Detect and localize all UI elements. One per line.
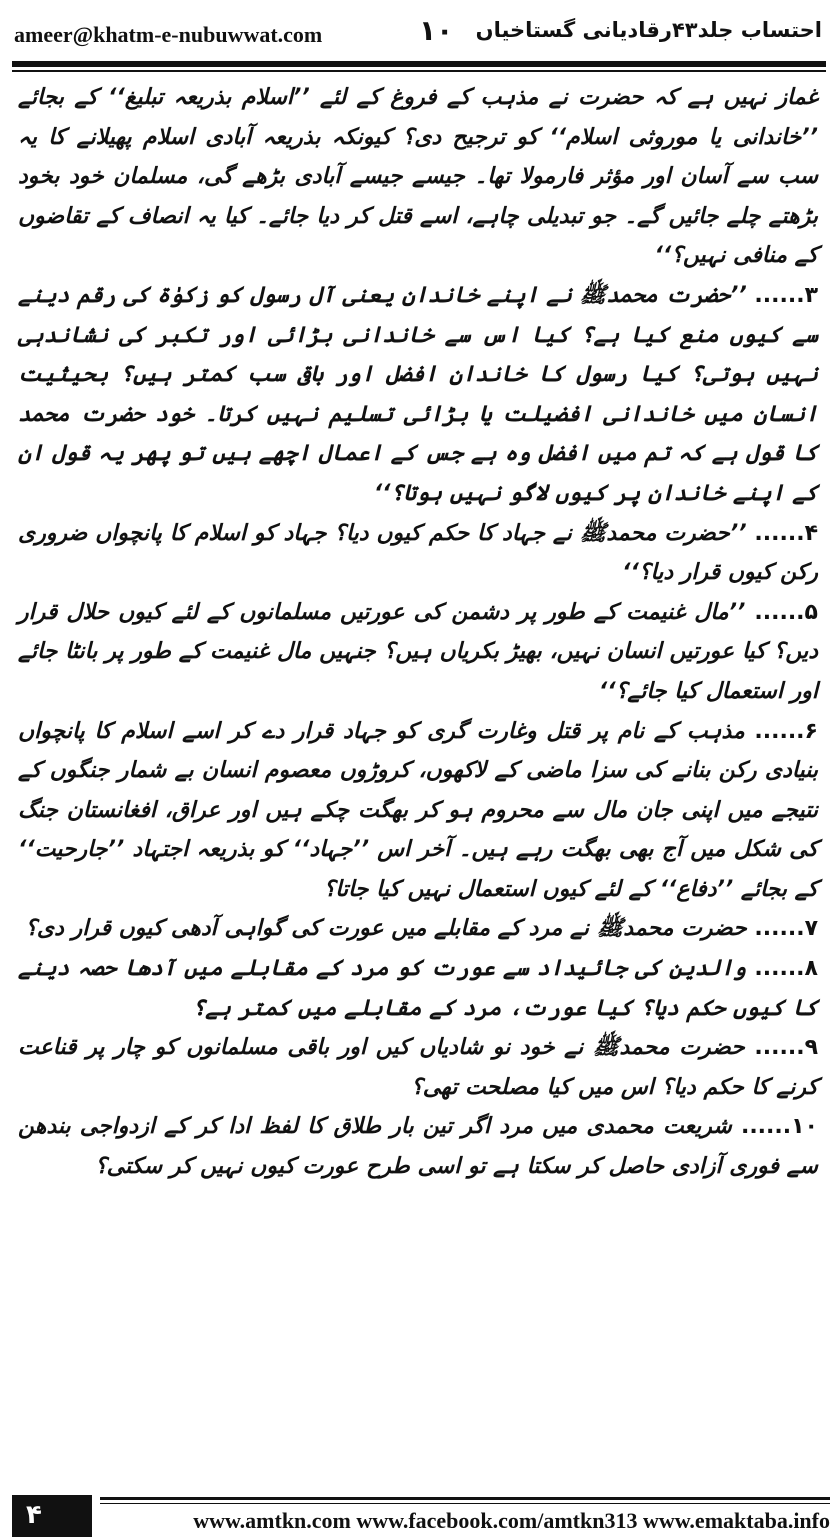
paragraph (18, 949, 818, 1028)
paragraph (18, 593, 818, 712)
paragraph-text: حضرت محمدﷺ نے خود نو شادیاں کیں اور باقی مسلمانوں کو چار پر قناعت کرنے کا حکم دیا؟ اس میں کیا مصلحت تھی؟ (18, 1035, 818, 1100)
paragraph-text: ’’حضرت محمدﷺ نے اپنے خاندان یعنی آل رسول کو زکوٰۃ کی رقم دینے سے کیوں منع کیا ہے؟ کیا اس سے خاندانی بڑائی اور تکبر کی نشاندہی نہیں ہوتی؟ کیا رسول کا خاندان افضل اور باقی سب کمتر ہیں؟ بحیثیت انسان میں خاندانی افضیلت یا بڑائی تسلیم نہیں کرتا۔ خود حضرت محمد کا قول ہے کہ تم میں افضل وہ ہے جس کے اعمال اچھے ہیں تو پھر یہ قول ان کے اپنے خاندان پر کیوں لاگو نہیں ہوتا؟‘‘ (18, 282, 818, 506)
paragraph (18, 276, 818, 514)
paragraph (18, 909, 818, 949)
paragraph (18, 78, 818, 276)
paragraph-text: شریعت محمدی میں مرد اگر تین بار طلاق کا لفظ ادا کر کے ازدواجی بندھن سے فوری آزادی حاصل کر سکتا ہے تو اسی طرح عورت کیوں نہیں کر سکتی؟ (18, 1114, 818, 1180)
paragraph (18, 712, 818, 910)
paragraph-text: مذہب کے نام پر قتل وغارت گری کو جہاد قرار دے کر اسے اسلام کا پانچواں بنیادی رکن بنانے کی سزا ماضی کے لاکھوں، کروڑوں معصوم انسان بے شمار جنگوں کے نتیجے میں اپنی جان مال سے محروم ہو کر بھگت چکے ہیں اور عراق، افغانستان جنگ کی شکل میں آج بھی بھگت رہے ہیں۔ آخر اس ’’جہاد‘‘ کو بذریعہ اجتہاد ’’جارحیت‘‘ کے بجائے ’’دفاع‘‘ کے لئے کیوں استعمال نہیں کیا جاتا؟ (18, 718, 818, 902)
paragraph-number: ۶...... (754, 718, 818, 744)
paragraph (18, 514, 818, 593)
running-title: احتساب جلد۴۳رقادیانی گستاخیاں (475, 18, 822, 42)
header-rule-thin (12, 70, 826, 72)
paragraph (18, 1107, 818, 1186)
footer-page-box: ۴ (12, 1495, 92, 1537)
paragraph-number: ۴...... (754, 520, 818, 546)
paragraph-number: ۹...... (754, 1035, 818, 1061)
paragraph-number: ۳...... (754, 282, 818, 308)
paragraph-text: حضرت محمدﷺ نے مرد کے مقابلے میں عورت کی گواہی آدھی کیوں قرار دی؟ (25, 916, 747, 942)
header-email: ameer@khatm-e-nubuwwat.com (14, 22, 323, 47)
footer-rule-thin (100, 1503, 830, 1504)
page-header (14, 8, 822, 68)
paragraph-number: ۷...... (754, 916, 818, 942)
paragraph-text: والدین کی جائیداد سے عورت کو مرد کے مقابلے میں آدھا حصہ دینے کا کیوں حکم دیا؟ کیا عورت، مرد کے مقابلے میں کمتر ہے؟ (18, 956, 818, 1021)
paragraph-number: ۵...... (754, 599, 818, 625)
footer-rule-thick (100, 1497, 830, 1500)
body-text (18, 78, 818, 1187)
paragraph-text: غماز نہیں ہے کہ حضرت نے مذہب کے فروغ کے لئے ’’اسلام بذریعہ تبلیغ‘‘ کے بجائے ’’خاندانی یا موروثی اسلام‘‘ کو ترجیح دی؟ کیونکہ بذریعہ آبادی اسلام پھیلانے کا یہ سب سے آسان اور مؤثر فارمولا تھا۔ جیسے جیسے آبادی بڑھے گی، مسلمان خود بخود بڑھتے چلے جائیں گے۔ جو تبدیلی چاہے، اسے قتل کر دیا جائے۔ کیا یہ انصاف کے تقاضوں کے منافی نہیں؟‘‘ (18, 85, 818, 269)
header-rule-thick (12, 61, 826, 67)
paragraph-text: ’’مال غنیمت کے طور پر دشمن کی عورتیں مسلمانوں کے لئے کیوں حلال قرار دیں؟ کیا عورتیں انسان نہیں، بھیڑ بکریاں ہیں؟ جنہیں مال غنیمت کے طور پر بانٹا جائے اور استعمال کیا جائے؟‘‘ (18, 599, 818, 704)
paragraph-text: ’’حضرت محمدﷺ نے جہاد کا حکم کیوں دیا؟ جہاد کو اسلام کا پانچواں ضروری رکن کیوں قرار دیا؟‘‘ (18, 520, 818, 586)
page-number: ۱۰ (419, 14, 454, 47)
footer-links: www.amtkn.com www.facebook.com/amtkn313 www.emaktaba.info (193, 1508, 830, 1533)
paragraph-number: ۱۰...... (740, 1114, 818, 1140)
paragraph (18, 1028, 818, 1107)
paragraph-number: ۸...... (754, 956, 818, 982)
page-footer (0, 1491, 840, 1540)
